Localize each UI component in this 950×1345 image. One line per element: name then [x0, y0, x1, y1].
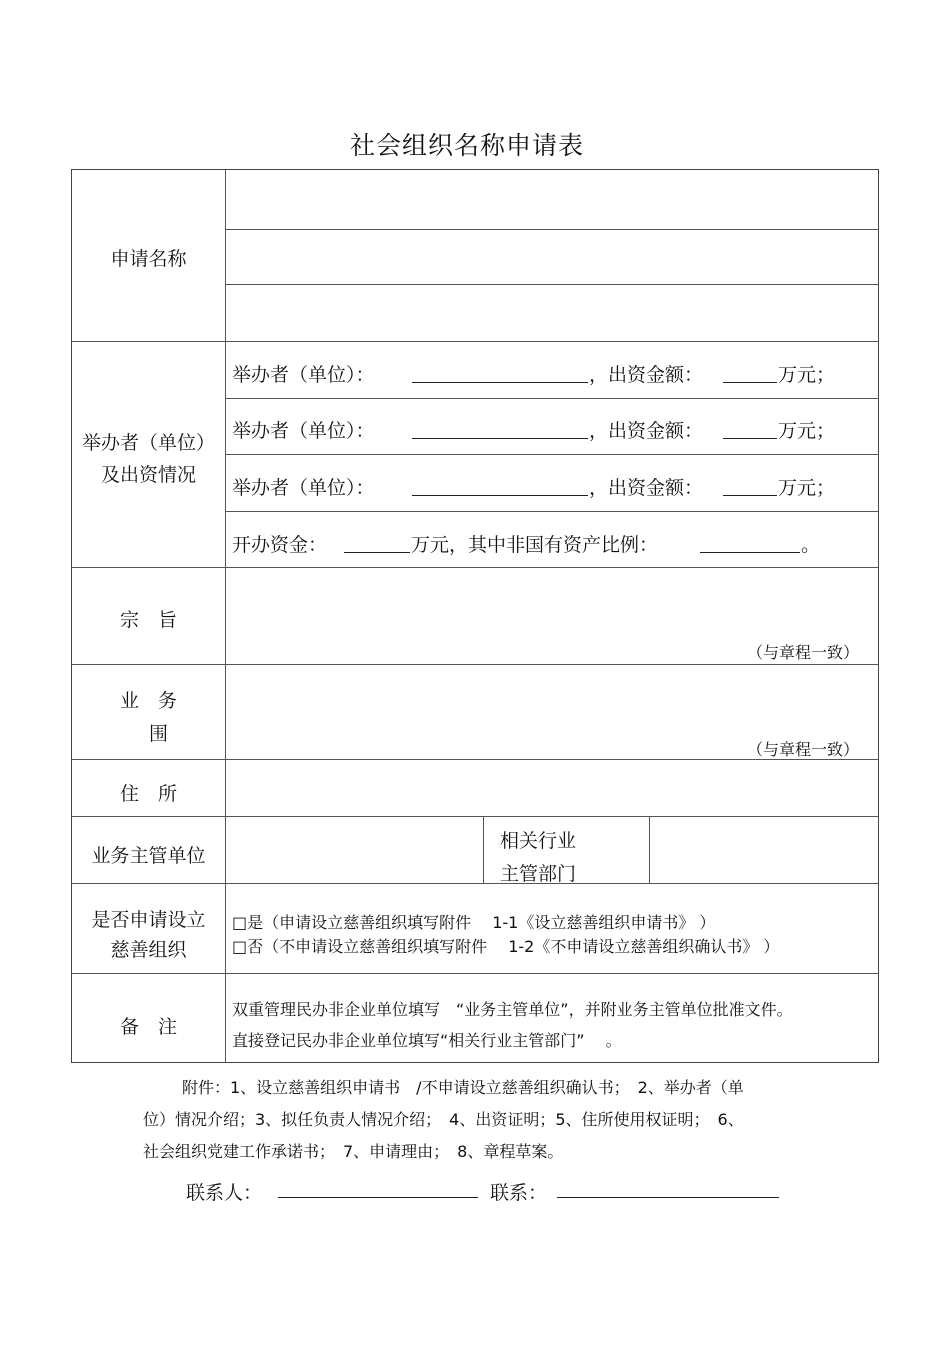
section-divider — [72, 973, 879, 974]
related-dept-label-line1: 相关行业 — [500, 830, 577, 852]
contact-person-blank[interactable] — [278, 1197, 478, 1198]
sponsor-name-blank[interactable] — [412, 382, 588, 383]
name-input-2[interactable] — [226, 230, 878, 283]
sponsor-label-line2: 及出资情况 — [100, 464, 196, 486]
name-input-1[interactable] — [226, 171, 878, 228]
sponsor-amount-blank[interactable] — [723, 438, 777, 439]
residence-label: 住 所 — [119, 783, 177, 805]
business-label-line2: 围 — [148, 723, 168, 745]
funding-amount-blank[interactable] — [344, 552, 410, 553]
purpose-consistency-note: （与章程一致） — [747, 643, 860, 662]
application-form — [71, 169, 879, 1063]
contact-phone-blank[interactable] — [557, 1197, 779, 1198]
sponsor-amount-label: ，出资金额： — [589, 477, 704, 499]
charity-option-no[interactable]: □否（不申请设立慈善组织填写附件 1-2《不申请设立慈善组织确认书》 ） — [232, 937, 780, 956]
funding-ratio-blank[interactable] — [700, 552, 800, 553]
purpose-label: 宗 旨 — [119, 609, 177, 631]
contact-person-label: 联系人： — [186, 1182, 263, 1204]
remarks-line-2: 直接登记民办非企业单位填写“相关行业主管部门” 。 — [232, 1031, 622, 1050]
funding-ratio-label: 万元，其中非国有资产比例： — [411, 534, 659, 556]
attachments-line-1: 附件：1、设立慈善组织申请书 /不申请设立慈善组织确认书； 2、举办者（单 — [182, 1078, 744, 1097]
residence-input[interactable] — [226, 760, 878, 815]
page-title: 社会组织名称申请表 — [349, 131, 584, 160]
attachments-line-2: 位）情况介绍；3、拟任负责人情况介绍； 4、出资证明；5、住所使用权证明； 6、 — [143, 1110, 744, 1129]
attachments-line-3: 社会组织党建工作承诺书； 7、申请理由； 8、章程草案。 — [143, 1142, 564, 1161]
sponsor-label-line1: 举办者（单位） — [81, 432, 215, 454]
sponsor-name-blank[interactable] — [412, 438, 588, 439]
row-divider — [225, 511, 879, 512]
business-label-line1: 业 务 — [119, 690, 177, 712]
contact-phone-label: 联系： — [490, 1182, 548, 1204]
charity-label-line2: 慈善组织 — [110, 939, 187, 961]
related-dept-input[interactable] — [650, 817, 878, 882]
name-label: 申请名称 — [110, 248, 187, 270]
sponsor-prefix: 举办者（单位）： — [232, 477, 375, 499]
sponsor-prefix: 举办者（单位）： — [232, 364, 375, 386]
business-consistency-note: （与章程一致） — [747, 740, 860, 759]
sponsor-amount-label: ，出资金额： — [589, 364, 704, 386]
row-divider — [225, 454, 879, 455]
remarks-label: 备 注 — [119, 1016, 177, 1038]
supervisor-label: 业务主管单位 — [91, 845, 206, 867]
remarks-line-1: 双重管理民办非企业单位填写 “业务主管单位”，并附业务主管单位批准文件。 — [232, 1000, 793, 1019]
section-divider — [72, 883, 879, 884]
sponsor-amount-blank[interactable] — [723, 382, 777, 383]
sponsor-amount-blank[interactable] — [723, 495, 777, 496]
charity-option-yes[interactable]: □是（申请设立慈善组织填写附件 1-1《设立慈善组织申请书》 ） — [232, 913, 716, 932]
related-dept-label-line2: 主管部门 — [500, 863, 577, 885]
funding-label: 开办资金： — [232, 534, 328, 556]
sponsor-prefix: 举办者（单位）： — [232, 420, 375, 442]
sponsor-unit: 万元； — [778, 364, 836, 386]
sponsor-unit: 万元； — [778, 477, 836, 499]
row-divider — [225, 398, 879, 399]
supervisor-input[interactable] — [226, 817, 482, 882]
cell-divider — [483, 816, 484, 883]
sponsor-amount-label: ，出资金额： — [589, 420, 704, 442]
funding-end: 。 — [801, 534, 821, 556]
sponsor-name-blank[interactable] — [412, 495, 588, 496]
sponsor-unit: 万元； — [778, 420, 836, 442]
name-input-3[interactable] — [226, 285, 878, 340]
section-divider — [72, 341, 879, 342]
charity-label-line1: 是否申请设立 — [91, 909, 206, 931]
